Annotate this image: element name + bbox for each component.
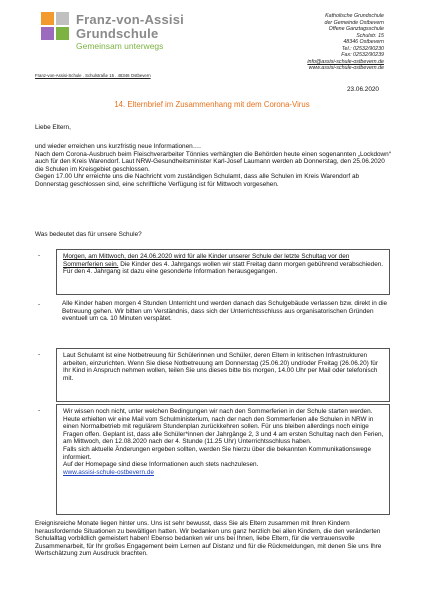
- school-logo: [41, 12, 71, 42]
- letter-title: 14. Elternbrief im Zusammenhang mit dem Corona-Virus: [114, 100, 310, 109]
- address-line: Tel.: 02532/90230: [341, 45, 384, 52]
- homepage-link[interactable]: www.assisi-schule-ostbevern.de: [63, 468, 154, 476]
- intro-line: und wieder erreichen uns kurzfristig neue Informationen….: [35, 143, 201, 150]
- item-notbetreuung: Laut Schulamt ist eine Notbetreuung für Schülerinnen und Schüler, deren Eltern in kritischen Infrastrukturen arbeiten, einzurichten. Wenn Sie diese Notbetreuung am Donnerstag (25.06.20) und/oder Freitag (26.06.20) für Ihr Kind in Anspruch nehmen wollen, teilen Sie uns dieses bitte bis morgen, 14.00 Uhr per Mail oder telefonisch mit.: [56, 348, 390, 402]
- address-line: Offene Ganztagsschule: [328, 26, 384, 32]
- item1-text: Die Kinder des 4. Jahrgangs wollen wir statt Freitag dann morgen gebührend verabschieden. Für den 4. Jahrgang ist dazu eine gesonderte Information herausgegangen.: [63, 260, 384, 276]
- website-link[interactable]: www.assisi-schule-ostbevern.de: [308, 65, 384, 71]
- logo-square-grey: [56, 12, 69, 25]
- address-line: der Gemeinde Ostbevern: [324, 19, 384, 26]
- bullet-dash: -: [38, 301, 41, 308]
- bullet-dash: -: [38, 351, 41, 358]
- school-name-line1: Franz-von-Assisi: [76, 12, 184, 27]
- school-slogan: Gemeinsam unterwegs: [76, 41, 164, 51]
- address-line: Schulstr. 15: [356, 32, 384, 39]
- school-name-line2: Grundschule: [76, 26, 159, 41]
- item1-highlight: Morgen, am Mittwoch, den 24.06.2020 wird für alle Kinder unserer Schule der letzte Schultag vor den Sommerferien sein.: [63, 253, 350, 268]
- address-line: Fax: 02532/90239: [341, 52, 384, 58]
- bullet-dash: -: [38, 407, 41, 414]
- intro-section: [35, 143, 393, 188]
- item-last-school-day: [56, 249, 390, 295]
- salutation: Liebe Eltern,: [35, 124, 71, 131]
- sender-address-line: Franz-von-Assisi-Schule . Schulstraße 15 . 48346 Ostbevern: [35, 73, 151, 78]
- bullet-dash: -: [38, 252, 41, 259]
- item4-homepage: Auf der Homepage sind diese Informationen auch stets nachzulesen.: [63, 461, 259, 469]
- item-after-holidays: [56, 404, 390, 515]
- item4-text: Wir wissen noch nicht, unter welchen Bedingungen wir nach den Sommerferien in der Schule starten werden. Heute erhielten wir eine Mail vom Schulministerium, nach der nach den Sommerferien alle Schulen in NRW in einen Normalbetrieb mit regulärem Stundenplan zurückkehren sollen. Für uns bleiben allerdings noch einige Fragen offen. Geplant ist, dass alle Schüler*innen der Jahrgänge 2, 3 und 4 am ersten Schultag nach den Ferien, am Mittwoch, den 12.08.2020 nach der 4. Stunde (11.25 Uhr) Unterrichtsschluss haben.: [63, 408, 384, 446]
- email-link[interactable]: info@assisi-schule-ostbevern.de: [307, 58, 384, 65]
- school-address-block: [307, 13, 384, 72]
- address-line: Katholische Grundschule: [325, 13, 384, 19]
- paragraph-schulamt: Gegen 17.00 Uhr erreichte uns die Nachricht vom zuständigen Schulamt, dass alle Schulen im Kreis Warendorf ab Donnerstag geschlossen sind, eine schriftliche Verfügung ist für Mittwoch vorgesehen.: [35, 173, 360, 188]
- item-four-lessons: Alle Kinder haben morgen 4 Stunden Unterricht und werden danach das Schulgebäude verlassen bzw. direkt in die Betreuung gehen. Wir bitten um Verständnis, dass sich der Unterrichtsschluss aus organisatorischen Gründen eventuell um ca. 10 Minuten verspätet.: [62, 300, 388, 323]
- logo-square-orange: [41, 12, 54, 25]
- logo-square-purple: [41, 27, 54, 40]
- item4-changes: Falls sich aktuelle Änderungen ergeben sollten, werden Sie hierzu über die bekannten Kommunikationswege informiert.: [63, 445, 372, 461]
- question-heading: Was bedeutet das für unsere Schule?: [35, 231, 142, 238]
- paragraph-lockdown: Nach dem Corona-Ausbruch beim Fleischverarbeiter Tönnies verhängten die Behörden heute einen sogenannten „Lockdown“ auch für den Kreis Warendorf. Laut NRW-Gesundheitsminister Karl-Josef Laumann werden ab Donnerstag, den 25.06.2020 die Schulen im Kreisgebiet geschlossen.: [35, 150, 391, 173]
- letter-date: 23.06.2020: [347, 86, 379, 93]
- closing-paragraph: Ereignisreiche Monate liegen hinter uns. Uns ist sehr bewusst, dass Sie als Eltern zusammen mit Ihren Kindern herausfordernde Situationen zu bewältigen hatten. Wir bedanken uns ganz herzlich bei allen Kindern, die den veränderten Schulalltag vorbildlich gemeistert haben! Ebenso bedanken wir uns bei Ihnen, liebe Eltern, für die vertrauensvolle Zusammenarbeit, für Ihr großes Engagement beim Lernen auf Distanz und für die Rückmeldungen, mit denen Sie uns Ihre Wertschätzung zum Ausdruck brachten.: [35, 520, 382, 557]
- address-line: 48346 Ostbevern: [343, 39, 384, 45]
- logo-square-green: [56, 27, 69, 40]
